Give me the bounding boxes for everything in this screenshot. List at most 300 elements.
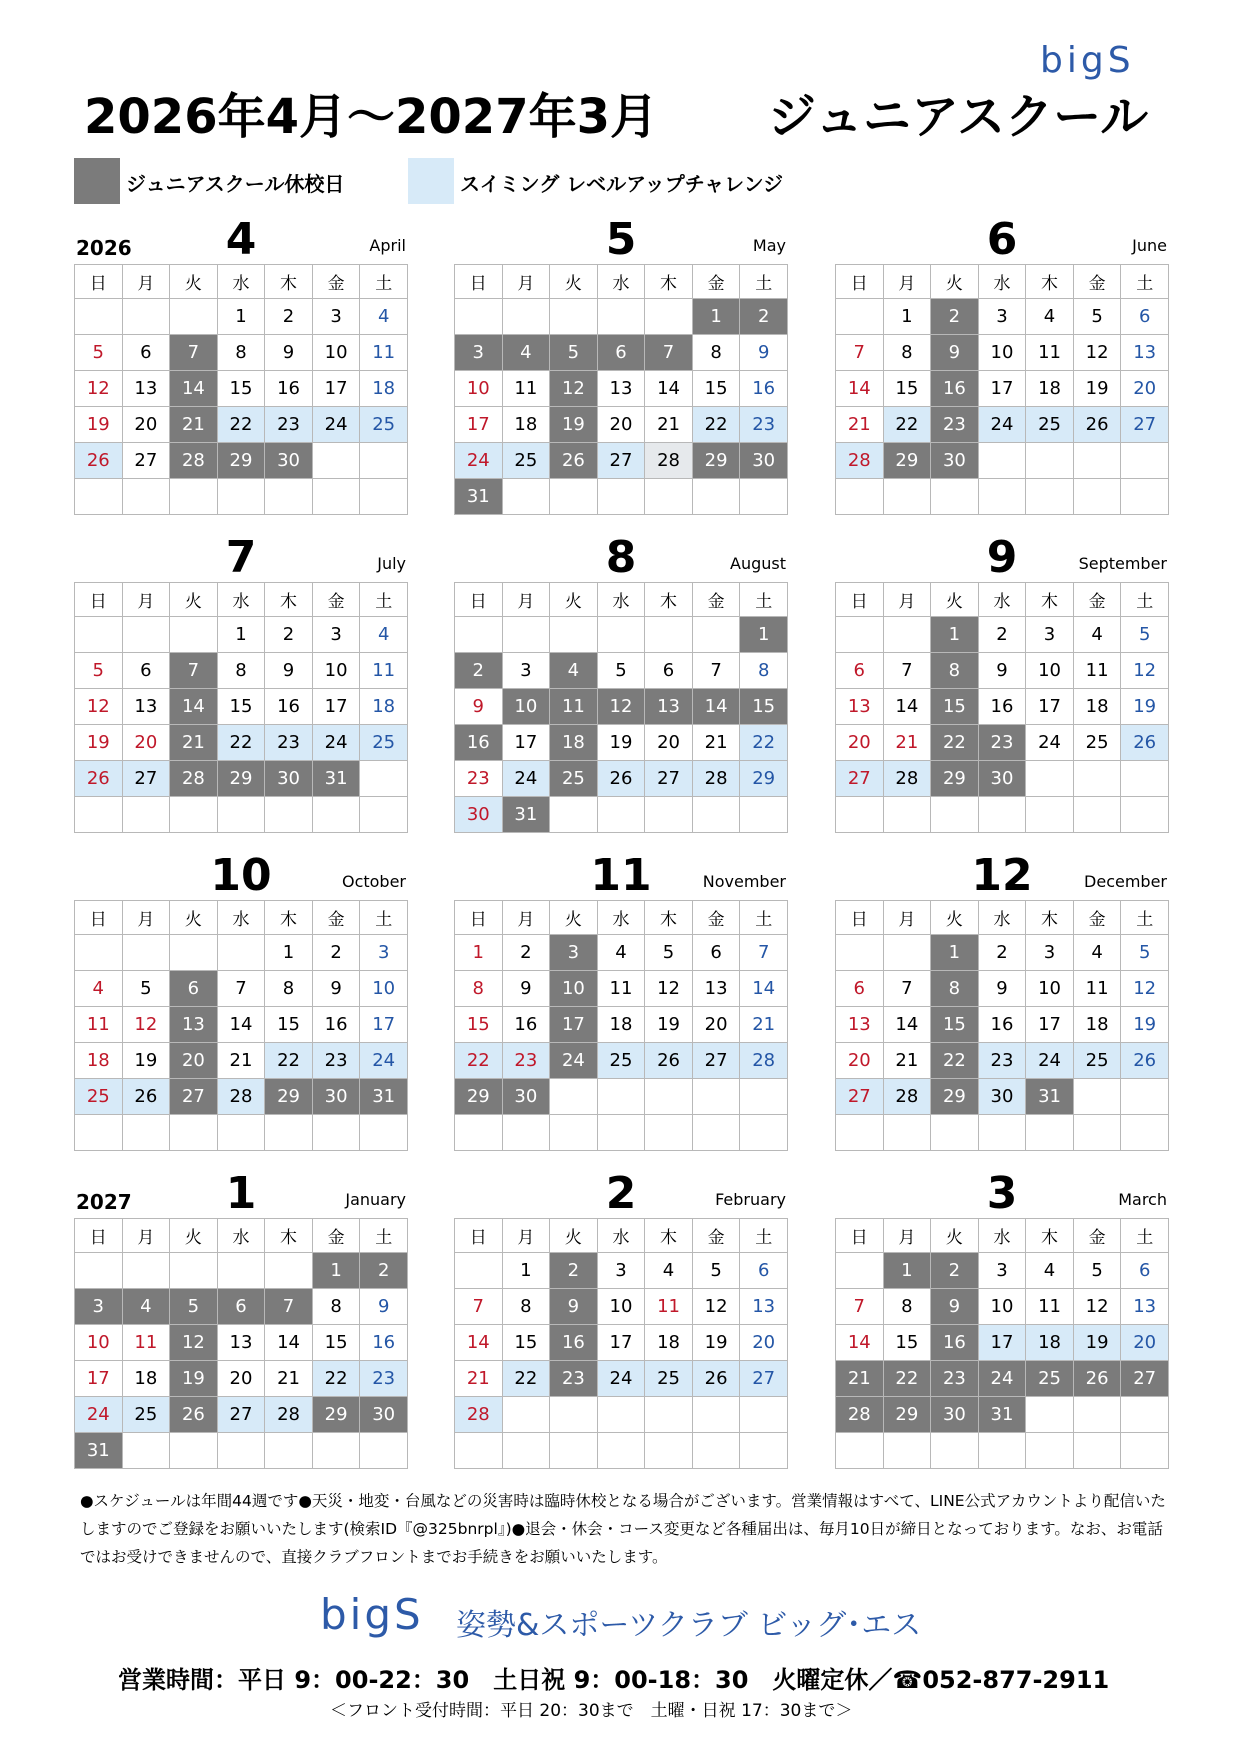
day-cell: 25 [1073, 1043, 1121, 1079]
day-cell: 25 [550, 761, 598, 797]
month-name: July [377, 554, 406, 573]
day-cell: 20 [692, 1007, 740, 1043]
empty-cell [360, 761, 408, 797]
empty-cell [692, 1397, 740, 1433]
day-cell: 17 [597, 1325, 645, 1361]
day-cell: 9 [931, 335, 979, 371]
day-cell: 3 [312, 299, 360, 335]
day-cell: 18 [597, 1007, 645, 1043]
day-cell: 3 [360, 935, 408, 971]
day-cell: 2 [740, 299, 788, 335]
day-cell: 2 [931, 1253, 979, 1289]
weekday-label: 火 [550, 901, 598, 935]
empty-cell [360, 479, 408, 515]
day-cell: 2 [502, 935, 550, 971]
weekday-label: 木 [1026, 583, 1074, 617]
day-cell: 7 [170, 653, 218, 689]
day-cell: 11 [75, 1007, 123, 1043]
month-number: 2 [605, 1168, 637, 1219]
day-cell: 24 [502, 761, 550, 797]
day-cell: 1 [455, 935, 503, 971]
weekday-label: 土 [360, 1219, 408, 1253]
day-cell: 17 [360, 1007, 408, 1043]
day-cell: 28 [645, 443, 693, 479]
day-cell: 20 [597, 407, 645, 443]
week-row [836, 617, 1169, 653]
weekday-label: 土 [360, 901, 408, 935]
empty-cell [312, 479, 360, 515]
day-cell: 8 [217, 335, 265, 371]
day-cell: 1 [265, 935, 313, 971]
weekday-label: 日 [836, 265, 884, 299]
week-row [836, 1289, 1169, 1325]
legend-challenge-swatch [408, 158, 454, 204]
day-cell: 17 [1026, 1007, 1074, 1043]
empty-cell [692, 797, 740, 833]
day-cell: 6 [122, 653, 170, 689]
empty-cell [978, 443, 1026, 479]
day-cell: 10 [312, 335, 360, 371]
empty-cell [122, 299, 170, 335]
day-cell: 4 [360, 617, 408, 653]
day-cell: 21 [645, 407, 693, 443]
weekday-label: 水 [978, 583, 1026, 617]
empty-cell [1121, 1433, 1169, 1469]
month-number: 7 [225, 532, 257, 583]
empty-cell [931, 797, 979, 833]
weekday-label: 土 [360, 265, 408, 299]
day-cell: 6 [122, 335, 170, 371]
day-cell: 26 [75, 443, 123, 479]
weekday-label: 月 [502, 901, 550, 935]
weekday-label: 月 [883, 1219, 931, 1253]
day-cell: 1 [740, 617, 788, 653]
empty-cell [217, 797, 265, 833]
month-table [835, 1218, 1169, 1469]
weekday-label: 月 [883, 901, 931, 935]
empty-cell [75, 617, 123, 653]
day-cell: 4 [360, 299, 408, 335]
day-cell: 20 [122, 725, 170, 761]
empty-cell [740, 1115, 788, 1151]
week-row [75, 797, 408, 833]
day-cell: 18 [645, 1325, 693, 1361]
week-row [836, 407, 1169, 443]
empty-cell [1073, 1433, 1121, 1469]
empty-cell [360, 797, 408, 833]
day-cell: 4 [550, 653, 598, 689]
weekday-label: 火 [931, 901, 979, 935]
empty-cell [265, 479, 313, 515]
weekday-label: 日 [455, 265, 503, 299]
weekday-label: 火 [931, 265, 979, 299]
day-cell: 25 [1073, 725, 1121, 761]
week-row [455, 653, 788, 689]
empty-cell [312, 1433, 360, 1469]
empty-cell [740, 1433, 788, 1469]
day-cell: 7 [883, 971, 931, 1007]
day-cell: 1 [692, 299, 740, 335]
weekday-label: 日 [455, 1219, 503, 1253]
week-row [836, 371, 1169, 407]
day-cell: 14 [265, 1325, 313, 1361]
day-cell: 26 [550, 443, 598, 479]
day-cell: 27 [122, 761, 170, 797]
day-cell: 24 [455, 443, 503, 479]
empty-cell [360, 1433, 408, 1469]
empty-cell [217, 1115, 265, 1151]
week-row [75, 1325, 408, 1361]
day-cell: 1 [502, 1253, 550, 1289]
day-cell: 23 [265, 407, 313, 443]
weekday-label: 水 [978, 1219, 1026, 1253]
day-cell: 25 [597, 1043, 645, 1079]
weekday-label: 月 [502, 583, 550, 617]
empty-cell [550, 299, 598, 335]
day-cell: 2 [978, 935, 1026, 971]
week-row [75, 971, 408, 1007]
day-cell: 28 [740, 1043, 788, 1079]
month-9 [835, 532, 1169, 833]
day-cell: 23 [978, 1043, 1026, 1079]
empty-cell [978, 479, 1026, 515]
weekday-label: 木 [645, 1219, 693, 1253]
day-cell: 21 [217, 1043, 265, 1079]
weekday-label: 火 [550, 265, 598, 299]
day-cell: 24 [360, 1043, 408, 1079]
week-row [836, 1043, 1169, 1079]
month-8 [454, 532, 788, 833]
weekday-label: 月 [122, 901, 170, 935]
week-row [455, 1079, 788, 1115]
day-cell: 6 [836, 653, 884, 689]
month-number: 1 [225, 1168, 257, 1219]
day-cell: 20 [1121, 1325, 1169, 1361]
day-cell: 1 [217, 299, 265, 335]
empty-cell [836, 1433, 884, 1469]
day-cell: 4 [75, 971, 123, 1007]
day-cell: 26 [645, 1043, 693, 1079]
empty-cell [1121, 1115, 1169, 1151]
empty-cell [597, 617, 645, 653]
day-cell: 14 [740, 971, 788, 1007]
day-cell: 30 [360, 1397, 408, 1433]
day-cell: 12 [1073, 335, 1121, 371]
day-cell: 7 [265, 1289, 313, 1325]
weekday-header-row [75, 583, 408, 617]
weekday-label: 土 [1121, 901, 1169, 935]
day-cell: 24 [978, 407, 1026, 443]
day-cell: 15 [883, 371, 931, 407]
club-name: 姿勢&スポーツクラブ ビッグ･エス [456, 1608, 922, 1643]
day-cell: 4 [645, 1253, 693, 1289]
day-cell: 2 [931, 299, 979, 335]
day-cell: 31 [502, 797, 550, 833]
day-cell: 2 [978, 617, 1026, 653]
month-header [835, 1168, 1169, 1219]
day-cell: 19 [645, 1007, 693, 1043]
day-cell: 30 [265, 443, 313, 479]
empty-cell [502, 1115, 550, 1151]
day-cell: 31 [75, 1433, 123, 1469]
month-name: August [730, 554, 786, 573]
empty-cell [1026, 1115, 1074, 1151]
weekday-label: 月 [122, 583, 170, 617]
day-cell: 10 [597, 1289, 645, 1325]
empty-cell [597, 299, 645, 335]
day-cell: 31 [455, 479, 503, 515]
week-row [455, 761, 788, 797]
day-cell: 17 [312, 689, 360, 725]
day-cell: 19 [550, 407, 598, 443]
week-row [455, 407, 788, 443]
month-header [454, 532, 788, 583]
month-name: December [1084, 872, 1167, 891]
school-title: ジュニアスクール [768, 89, 1149, 145]
day-cell: 15 [312, 1325, 360, 1361]
month-4 [74, 214, 408, 515]
month-number: 11 [590, 850, 652, 901]
day-cell: 8 [740, 653, 788, 689]
month-header [74, 1168, 408, 1219]
day-cell: 26 [1121, 725, 1169, 761]
day-cell: 14 [836, 1325, 884, 1361]
empty-cell [455, 1433, 503, 1469]
day-cell: 8 [883, 335, 931, 371]
week-row [836, 1115, 1169, 1151]
day-cell: 11 [1026, 335, 1074, 371]
day-cell: 28 [170, 443, 218, 479]
legend-challenge-label: スイミング レベルアップチャレンジ [460, 172, 784, 196]
day-cell: 21 [692, 725, 740, 761]
day-cell: 21 [265, 1361, 313, 1397]
day-cell: 5 [550, 335, 598, 371]
day-cell: 7 [455, 1289, 503, 1325]
day-cell: 11 [645, 1289, 693, 1325]
month-header [454, 850, 788, 901]
empty-cell [883, 617, 931, 653]
day-cell: 30 [312, 1079, 360, 1115]
day-cell: 11 [1073, 971, 1121, 1007]
month-table [74, 264, 408, 515]
day-cell: 20 [836, 725, 884, 761]
day-cell: 6 [597, 335, 645, 371]
weekday-header-row [75, 901, 408, 935]
day-cell: 23 [312, 1043, 360, 1079]
day-cell: 23 [740, 407, 788, 443]
empty-cell [1026, 797, 1074, 833]
weekday-label: 金 [312, 265, 360, 299]
day-cell: 8 [312, 1289, 360, 1325]
day-cell: 15 [455, 1007, 503, 1043]
day-cell: 31 [360, 1079, 408, 1115]
weekday-label: 木 [645, 901, 693, 935]
day-cell: 12 [122, 1007, 170, 1043]
day-cell: 16 [978, 1007, 1026, 1043]
day-cell: 7 [740, 935, 788, 971]
weekday-label: 金 [312, 1219, 360, 1253]
day-cell: 28 [217, 1079, 265, 1115]
day-cell: 18 [122, 1361, 170, 1397]
day-cell: 10 [550, 971, 598, 1007]
day-cell: 5 [122, 971, 170, 1007]
empty-cell [312, 797, 360, 833]
day-cell: 29 [692, 443, 740, 479]
day-cell: 3 [502, 653, 550, 689]
empty-cell [597, 1397, 645, 1433]
day-cell: 12 [75, 689, 123, 725]
day-cell: 18 [550, 725, 598, 761]
day-cell: 8 [931, 653, 979, 689]
empty-cell [75, 299, 123, 335]
day-cell: 17 [455, 407, 503, 443]
weekday-label: 金 [1073, 265, 1121, 299]
day-cell: 24 [1026, 1043, 1074, 1079]
day-cell: 27 [1121, 1361, 1169, 1397]
weekday-header-row [455, 583, 788, 617]
day-cell: 1 [931, 617, 979, 653]
weekday-label: 金 [1073, 901, 1121, 935]
day-cell: 13 [692, 971, 740, 1007]
week-row [75, 1079, 408, 1115]
empty-cell [645, 1115, 693, 1151]
day-cell: 30 [265, 761, 313, 797]
empty-cell [836, 617, 884, 653]
day-cell: 3 [312, 617, 360, 653]
day-cell: 6 [692, 935, 740, 971]
empty-cell [550, 617, 598, 653]
day-cell: 2 [455, 653, 503, 689]
week-row [455, 443, 788, 479]
empty-cell [978, 1115, 1026, 1151]
empty-cell [75, 1115, 123, 1151]
empty-cell [312, 443, 360, 479]
week-row [455, 479, 788, 515]
empty-cell [883, 935, 931, 971]
day-cell: 1 [883, 1253, 931, 1289]
day-cell: 10 [75, 1325, 123, 1361]
empty-cell [836, 479, 884, 515]
day-cell: 16 [455, 725, 503, 761]
day-cell: 14 [883, 1007, 931, 1043]
month-table [835, 900, 1169, 1151]
month-name: October [341, 872, 406, 891]
empty-cell [1073, 479, 1121, 515]
weekday-header-row [455, 1219, 788, 1253]
month-header [835, 532, 1169, 583]
week-row [75, 653, 408, 689]
empty-cell [883, 479, 931, 515]
day-cell: 16 [931, 371, 979, 407]
day-cell: 11 [502, 371, 550, 407]
day-cell: 7 [836, 335, 884, 371]
empty-cell [931, 1115, 979, 1151]
day-cell: 16 [550, 1325, 598, 1361]
day-cell: 26 [75, 761, 123, 797]
day-cell: 5 [597, 653, 645, 689]
weekday-label: 水 [597, 1219, 645, 1253]
day-cell: 18 [360, 371, 408, 407]
day-cell: 11 [360, 653, 408, 689]
empty-cell [740, 479, 788, 515]
day-cell: 17 [312, 371, 360, 407]
day-cell: 8 [217, 653, 265, 689]
day-cell: 19 [75, 725, 123, 761]
empty-cell [170, 1115, 218, 1151]
day-cell: 15 [931, 1007, 979, 1043]
weekday-label: 日 [75, 1219, 123, 1253]
weekday-label: 月 [122, 1219, 170, 1253]
day-cell: 7 [645, 335, 693, 371]
empty-cell [455, 299, 503, 335]
day-cell: 8 [455, 971, 503, 1007]
month-number: 6 [986, 214, 1018, 265]
day-cell: 12 [645, 971, 693, 1007]
weekday-label: 木 [1026, 1219, 1074, 1253]
day-cell: 12 [1121, 971, 1169, 1007]
day-cell: 9 [550, 1289, 598, 1325]
day-cell: 10 [978, 1289, 1026, 1325]
weekday-label: 月 [883, 583, 931, 617]
day-cell: 18 [502, 407, 550, 443]
day-cell: 19 [75, 407, 123, 443]
week-row [455, 335, 788, 371]
empty-cell [170, 797, 218, 833]
month-table [74, 900, 408, 1151]
day-cell: 14 [217, 1007, 265, 1043]
day-cell: 26 [1073, 407, 1121, 443]
week-row [455, 617, 788, 653]
day-cell: 10 [360, 971, 408, 1007]
legend-closed-swatch [74, 158, 120, 204]
month-name: November [702, 872, 786, 891]
day-cell: 19 [1073, 1325, 1121, 1361]
day-cell: 21 [883, 1043, 931, 1079]
day-cell: 27 [740, 1361, 788, 1397]
weekday-label: 日 [455, 901, 503, 935]
day-cell: 17 [1026, 689, 1074, 725]
day-cell: 30 [978, 1079, 1026, 1115]
day-cell: 7 [883, 653, 931, 689]
empty-cell [312, 1115, 360, 1151]
weekday-header-row [455, 901, 788, 935]
week-row [836, 689, 1169, 725]
legend-closed-label: ジュニアスクール休校日 [126, 172, 345, 196]
weekday-header-row [836, 901, 1169, 935]
day-cell: 20 [1121, 371, 1169, 407]
empty-cell [597, 1079, 645, 1115]
day-cell: 5 [170, 1289, 218, 1325]
empty-cell [645, 617, 693, 653]
month-5 [454, 214, 788, 515]
day-cell: 16 [265, 371, 313, 407]
weekday-label: 木 [265, 901, 313, 935]
weekday-label: 金 [312, 583, 360, 617]
empty-cell [122, 797, 170, 833]
month-table [454, 264, 788, 515]
month-header [835, 850, 1169, 901]
weekday-label: 金 [1073, 583, 1121, 617]
weekday-header-row [75, 1219, 408, 1253]
empty-cell [740, 797, 788, 833]
weekday-label: 月 [122, 265, 170, 299]
day-cell: 28 [170, 761, 218, 797]
week-row [455, 1433, 788, 1469]
day-cell: 31 [1026, 1079, 1074, 1115]
empty-cell [692, 1115, 740, 1151]
empty-cell [550, 1433, 598, 1469]
empty-cell [1073, 443, 1121, 479]
